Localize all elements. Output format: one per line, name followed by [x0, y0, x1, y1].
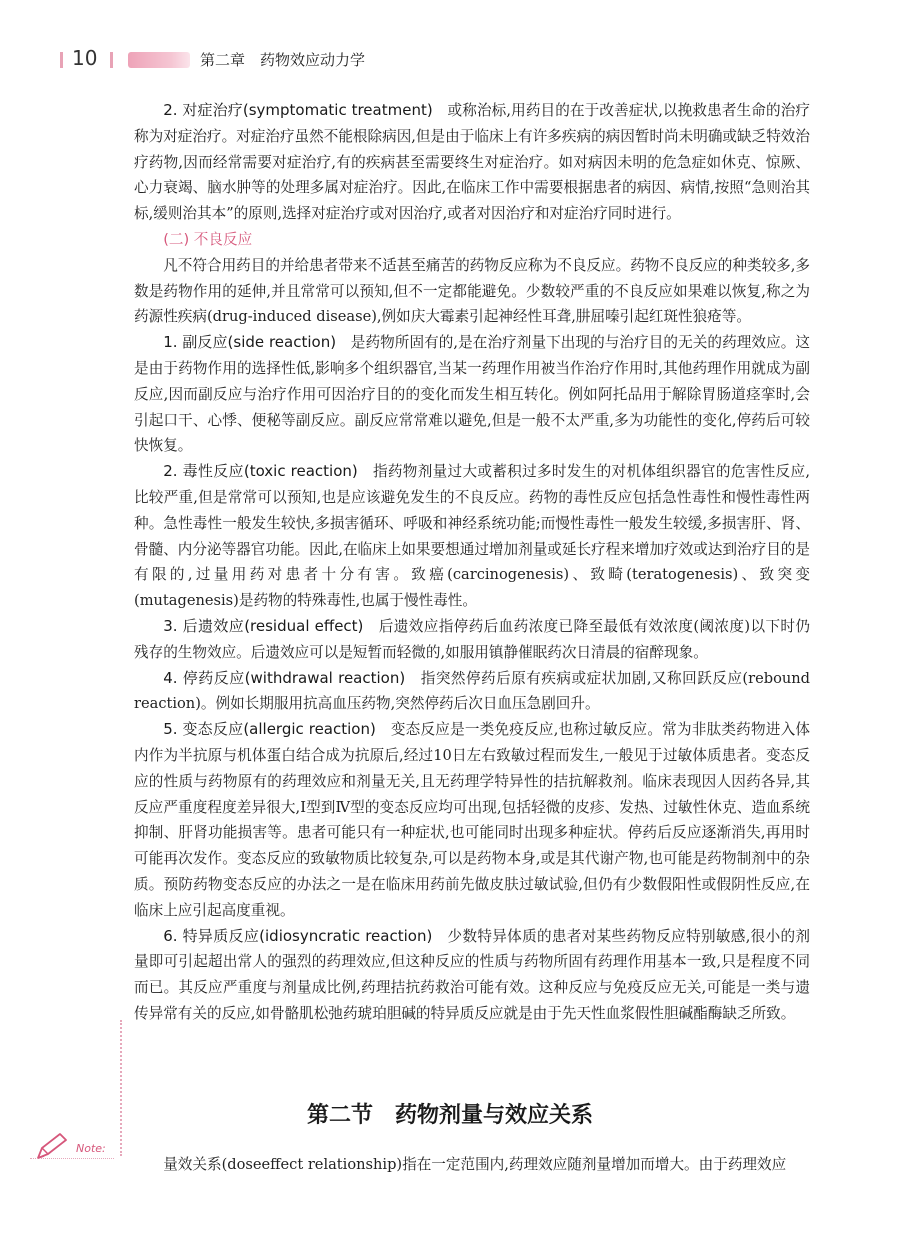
page-header [0, 0, 900, 80]
paragraph-text: 指药物剂量过大或蓄积过多时发生的对机体组织器官的危害性反应,比较严重,但是常常可以预知,也是应该避免发生的不良反应。药物的毒性反应包括急性毒性和慢性毒性两种。急性毒性一般发生较快,多损害循环、呼吸和神经系统功能;而慢性毒性一般发生较缓,多损害肝、肾、骨髓、内分泌等器官功能。因此,在临床上如果要想通过增加剂量或延长疗程来增加疗效或达到治疗目的是有限的,过量用药对患者十分有害。致癌(carcinogenesis)、致畸(teratogenesis)、致突变(mutagenesis)是药物的特殊毒性,也属于慢性毒性。 [134, 463, 810, 610]
paragraph-lead: 3. 后遗效应(residual effect) [163, 616, 364, 635]
paragraph-lead: 1. 副反应(side reaction) [163, 333, 337, 352]
note-underline [30, 1158, 114, 1159]
paragraph [134, 666, 810, 718]
paragraph [134, 924, 810, 1027]
paragraph-text: 是药物所固有的,是在治疗剂量下出现的与治疗目的无关的药理效应。这是由于药物作用的选择性低,影响多个组织器官,当某一药理作用被当作治疗作用时,其他药理作用就成为副反应,因而副反应与治疗作用可因治疗目的的变化而发生相互转化。例如阿托品用于解除胃肠道痉挛时,会引起口干、心悸、便秘等副反应。副反应常常难以避免,但是一般不太严重,多为功能性的变化,停药后可较快恢复。 [134, 334, 810, 455]
paragraph-text: 量效关系(doseeffect relationship)指在一定范围内,药理效应随剂量增加而增大。由于药理效应 [163, 1156, 787, 1173]
chapter-title: 第二章 药物效应动力学 [200, 51, 366, 69]
body-text [134, 98, 810, 1027]
paragraph [134, 717, 810, 923]
paragraph [134, 253, 810, 330]
paragraph [134, 614, 810, 666]
paragraph-lead: 6. 特异质反应(idiosyncratic reaction) [163, 926, 433, 945]
paragraph-lead: 4. 停药反应(withdrawal reaction) [163, 668, 406, 687]
header-divider-bar [110, 52, 113, 68]
note-marker [30, 1128, 114, 1168]
body-text-continued [134, 1152, 810, 1178]
paragraph-text: 指突然停药后原有疾病或症状加剧,又称回跃反应(rebound reaction)。例如长期服用抗高血压药物,突然停药后次日血压急剧回升。 [134, 669, 811, 713]
paragraph [134, 330, 810, 459]
paragraph [134, 1152, 810, 1178]
paragraph-text: 或称治标,用药目的在于改善症状,以挽救患者生命的治疗称为对症治疗。对症治疗虽然不能根除病因,但是由于临床上有许多疾病的病因暂时尚未明确或缺乏特效治疗药物,因而经常需要对症治疗,有的疾病甚至需要终生对症治疗。如对病因未明的危急症如休克、惊厥、心力衰竭、脑水肿等的处理多属对症治疗。因此,在临床工作中需要根据患者的病因、病情,按照“急则治其标,缓则治其本”的原则,选择对症治疗或对因治疗,或者对因治疗和对症治疗同时进行。 [134, 102, 810, 223]
page-number: 10 [72, 46, 98, 70]
paragraph-lead: 2. 对症治疗(symptomatic treatment) [163, 101, 433, 119]
paragraph-lead: 2. 毒性反应(toxic reaction) [163, 462, 358, 481]
paragraph-lead: 5. 变态反应(allergic reaction) [163, 720, 376, 739]
header-left-bar [60, 52, 63, 68]
paragraph [134, 459, 810, 614]
paragraph-text: 少数特异体质的患者对某些药物反应特别敏感,很小的剂量即可引起超出常人的强烈的药理效应,但这种反应的性质与药物所固有药理作用基本一致,只是程度不同而已。其反应严重度与剂量成比例,药理拮抗药救治可能有效。这种反应与免疫反应无关,可能是一类与遗传异常有关的反应,如骨骼肌松弛药琥珀胆碱的特异质反应就是由于先天性血浆假性胆碱酯酶缺乏所致。 [134, 927, 810, 1022]
paragraph [134, 98, 810, 227]
paragraph-text: 凡不符合用药目的并给患者带来不适甚至痛苦的药物反应称为不良反应。药物不良反应的种类较多,多数是药物作用的延伸,并且常常可以预知,但不一定都能避免。少数较严重的不良反应如果难以恢复,称之为药源性疾病(drug-induced disease),例如庆大霉素引起神经性耳聋,肼屈嗪引起红斑性狼疮等。 [134, 256, 810, 326]
section-title: 第二节 药物剂量与效应关系 [306, 1103, 593, 1128]
subheading: (二) 不良反应 [163, 230, 253, 248]
paragraph-text: 后遗效应指停药后血药浓度已降至最低有效浓度(阈浓度)以下时仍残存的生物效应。后遗效应可以是短暂而轻微的,如服用镇静催眠药次日清晨的宿醉现象。 [134, 617, 810, 661]
note-label: Note: [76, 1142, 106, 1155]
header-decoration [128, 52, 190, 68]
margin-dotted-line [120, 1020, 122, 1156]
paragraph-text: 变态反应是一类免疫反应,也称过敏反应。常为非肽类药物进入体内作为半抗原与机体蛋白结合成为抗原后,经过10日左右致敏过程而发生,一般见于过敏体质患者。变态反应的性质与药物原有的药理效应和剂量无关,且无药理学特异性的拮抗解救剂。临床表现因人因药各异,其反应严重度程度差异很大,Ⅰ型到Ⅳ型的变态反应均可出现,包括轻微的皮疹、发热、过敏性休克、造血系统抑制、肝肾功能损害等。患者可能只有一种症状,也可能同时出现多种症状。停药后反应逐渐消失,再用时可能再次发作。变态反应的致敏物质比较复杂,可以是药物本身,或是其代谢产物,也可能是药物制剂中的杂质。预防药物变态反应的办法之一是在临床用药前先做皮肤过敏试验,但仍有少数假阳性或假阴性反应,在临床上应引起高度重视。 [134, 721, 810, 919]
